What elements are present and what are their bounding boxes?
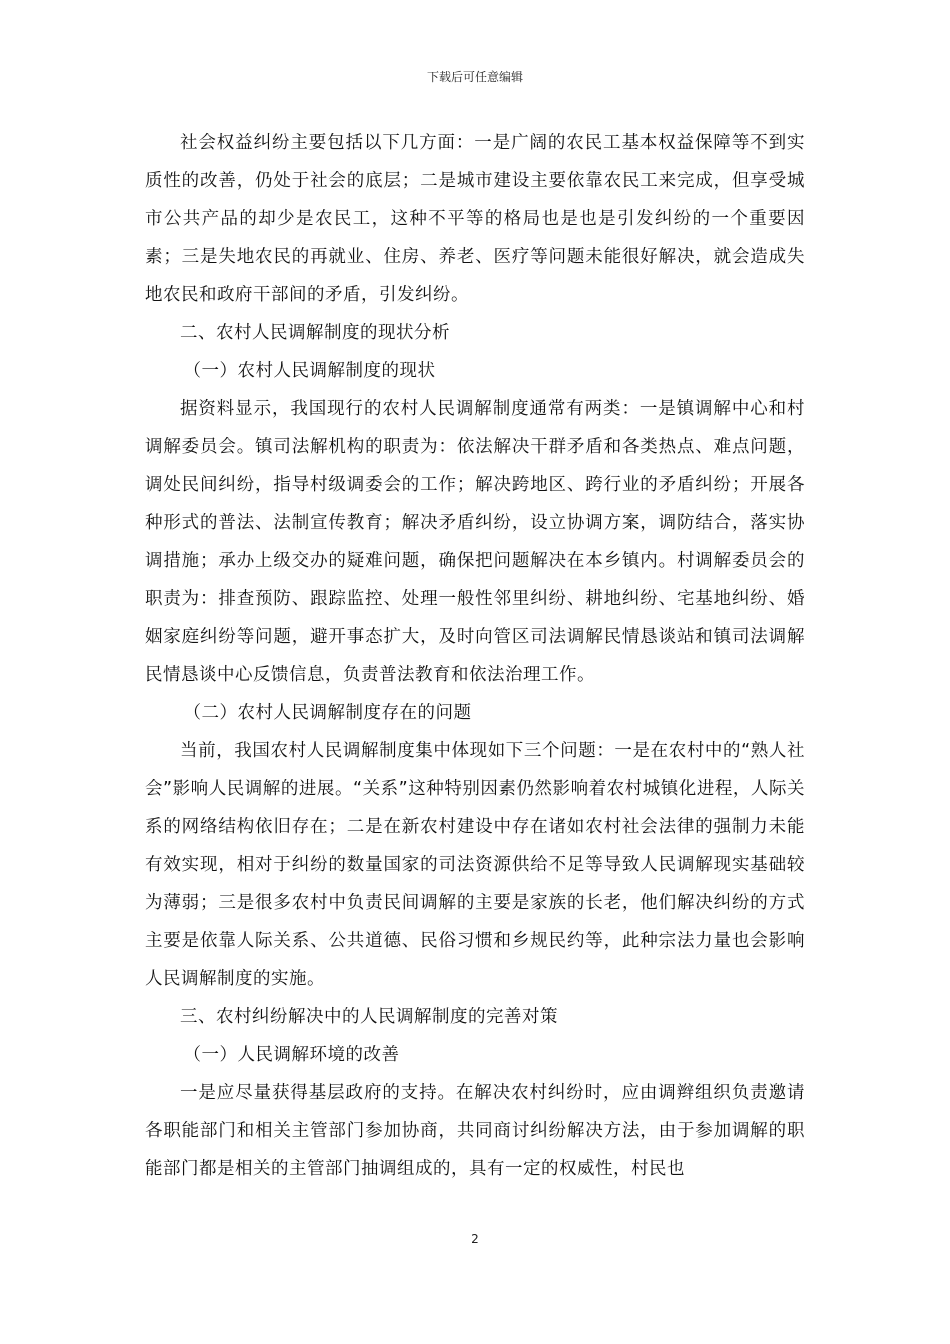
paragraph-social-rights-disputes: 社会权益纠纷主要包括以下几方面：一是广阔的农民工基本权益保障等不到实质性的改善，仍处于社会的底层；二是城市建设主要依靠农民工来完成，但享受城市公共产品的却少是农民工，这种不平等的格局也是也是引发纠纷的一个重要因素；三是失地农民的再就业、住房、养老、医疗等问题未能很好解决，就会造成失地农民和政府干部间的矛盾，引发纠纷。 bbox=[145, 133, 805, 305]
section-heading-2: 二、农村人民调解制度的现状分析 bbox=[180, 323, 450, 343]
page-header: 下载后可任意编辑 bbox=[426, 70, 523, 84]
subsection-heading-2-1: （一）农村人民调解制度的现状 bbox=[183, 361, 436, 381]
paragraph-government-support: 一是应尽量获得基层政府的支持。在解决农村纠纷时，应由调辫组织负责邀请各职能部门和相关主管部门参加协商，共同商讨纠纷解决方法，由于参加调解的职能部门都是相关的主管部门抽调组成的，具有一定的权威性，村民也 bbox=[145, 1083, 805, 1179]
paragraph-current-system: 据资料显示，我国现行的农村人民调解制度通常有两类：一是镇调解中心和村调解委员会。镇司法解机构的职责为：依法解决干群矛盾和各类热点、难点问题，调处民间纠纷，指导村级调委会的工作；解决跨地区、跨行业的矛盾纠纷；开展各种形式的普法、法制宣传教育；解决矛盾纠纷，设立协调方案，调防结合，落实协调措施；承办上级交办的疑难问题，确保把问题解决在本乡镇内。村调解委员会的职责为：排查预防、跟踪监控、处理一般性邻里纠纷、耕地纠纷、宅基地纠纷、婚姻家庭纠纷等问题，避开事态扩大，及时向管区司法调解民情恳谈站和镇司法调解民情恳谈中心反馈信息，负责普法教育和依法治理工作。 bbox=[145, 399, 805, 685]
section-heading-3: 三、农村纠纷解决中的人民调解制度的完善对策 bbox=[180, 1007, 558, 1027]
subsection-heading-2-2: （二）农村人民调解制度存在的问题 bbox=[183, 703, 472, 723]
paragraph-existing-problems: 当前，我国农村人民调解制度集中体现如下三个问题：一是在农村中的“熟人社会”影响人民调解的进展。“关系”这种特别因素仍然影响着农村城镇化进程，人际关系的网络结构依旧存在；二是在新农村建设中存在诸如农村社会法律的强制力未能有效实现，相对于纠纷的数量国家的司法资源供给不足等导致人民调解现实基础较为薄弱；三是很多农村中负责民间调解的主要是家族的长老，他们解决纠纷的方式主要是依靠人际关系、公共道德、民俗习惯和乡规民约等，此种宗法力量也会影响人民调解制度的实施。 bbox=[145, 741, 805, 989]
page-body bbox=[145, 124, 805, 1188]
page-number: 2 bbox=[471, 1232, 479, 1246]
subsection-heading-3-1: （一）人民调解环境的改善 bbox=[183, 1045, 400, 1065]
